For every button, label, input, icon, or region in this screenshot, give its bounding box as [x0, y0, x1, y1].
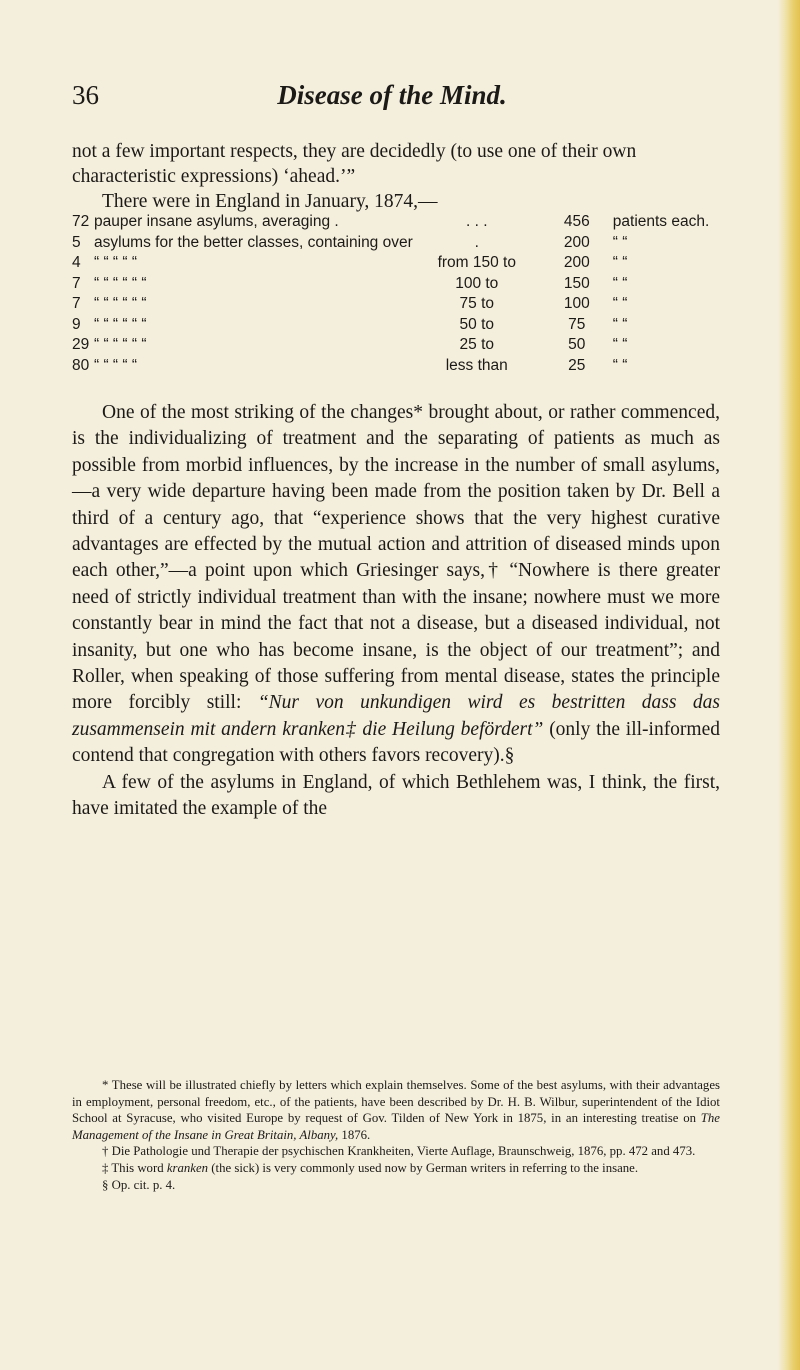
row-patients: 50 [568, 336, 586, 353]
row-unit: patients each. [612, 213, 710, 230]
paragraph [72, 400, 720, 770]
row-description: “ “ “ “ “ “ [94, 274, 147, 292]
body-text [72, 400, 720, 823]
footnote-text: (the sick) is very commonly used now by German writers in referring to the insane. [211, 1160, 639, 1175]
table-row [72, 294, 709, 315]
row-patients: 25 [568, 356, 586, 374]
german-quote: “Nur von unkundigen wird es bestritten dass das zusammensein mit andern kranken‡ die Heilung befördert” [72, 692, 720, 740]
intro-line-1: not a few important respects, they are decidedly (to use one of their own characteristic expressions) ‘ahead.’” [72, 141, 637, 187]
row-range: from 150 to [437, 254, 516, 271]
row-patients: 200 [563, 233, 590, 251]
footnote-text: 1876. [341, 1127, 371, 1142]
row-range: 25 to [459, 336, 494, 353]
row-range: less than [445, 356, 508, 374]
row-patients: 100 [563, 295, 590, 312]
row-unit: “ “ [612, 356, 628, 374]
row-range: . . . [465, 213, 488, 230]
row-description: “ “ “ “ “ “ [94, 315, 147, 333]
intro-text [72, 139, 720, 214]
table-row [72, 335, 709, 356]
row-description: “ “ “ “ “ [94, 254, 138, 271]
paragraph-text: (only the ill-informed contend that congregation with others favors recovery).§ [72, 718, 720, 767]
row-unit: “ “ [612, 233, 628, 251]
row-count: 9 [72, 315, 81, 333]
paragraph-text: One of the most striking of the changes* brought about, or rather commenced, is the individualizing of treatment and the separating of patients as much as possible from morbid influences, by the increase in the number of small asylums,—a very wide departure having been made from the position taken by Dr. Bell a third of a century ago, that “experience shows that the very highest curative advantages are effected by the mutual action and attrition of diseased minds upon each other,”—a point upon which Griesinger says,† “Nowhere is there greater need of strictly individual treatment than with the insane; nowhere must we more constantly bear in mind the fact that not a disease, but a diseased individual, not insanity, but one who has become insane, is the object of our treatment”; and Roller, when speaking of those suffering from mental disease, states the principle more forcibly still: [72, 402, 720, 714]
italic-word: kranken [166, 1160, 209, 1175]
footnote-text: * These will be illustrated chiefly by letters which explain themselves. Some of the best asylums, with their advantages in employment, personal freedom, etc., of the patients, have been described by Dr. H. B. Wilbur, superintendent of the Idiot School at Syracuse, who visited Europe by request of Gov. Tilden of New York in 1875, in an interesting treatise on [72, 1078, 720, 1126]
table-row [72, 212, 709, 233]
row-description: pauper insane asylums, averaging . [94, 213, 339, 230]
table-row [72, 315, 709, 336]
row-patients: 200 [563, 254, 590, 271]
footnote-section: § Op. cit. p. 4. [102, 1177, 176, 1192]
row-count: 29 [72, 336, 90, 353]
footnote-text: ‡ This word [102, 1160, 164, 1175]
row-count: 4 [72, 254, 81, 271]
row-patients: 75 [568, 315, 586, 333]
page-header [72, 80, 712, 120]
row-range: . [474, 233, 479, 251]
row-count: 5 [72, 233, 81, 251]
table-row [72, 253, 709, 274]
footnote-double-dagger [72, 1160, 720, 1177]
row-unit: “ “ [612, 315, 628, 333]
row-description: “ “ “ “ “ “ [94, 336, 147, 353]
table-row [72, 274, 709, 295]
row-description: “ “ “ “ “ “ [94, 295, 147, 312]
row-patients: 456 [563, 213, 590, 230]
row-unit: “ “ [612, 336, 628, 353]
footnote-dagger: † Die Pathologie und Therapie der psychischen Krankheiten, Vierte Auflage, Braunschweig, 1876, pp. 472 and 473. [102, 1144, 696, 1159]
table-row [72, 233, 709, 254]
page-edge [778, 0, 800, 1370]
row-range: 50 to [459, 315, 494, 333]
row-count: 7 [72, 295, 81, 312]
table-row [72, 356, 709, 377]
intro-line-2: There were in England in January, 1874,— [102, 191, 438, 212]
row-description: “ “ “ “ “ [94, 356, 138, 374]
row-range: 100 to [455, 274, 499, 292]
row-unit: “ “ [612, 295, 628, 312]
row-unit: “ “ [612, 254, 628, 271]
row-unit: “ “ [612, 274, 628, 292]
book-title: The Management of the Insane in Great Britain, Albany, [72, 1111, 720, 1142]
row-count: 7 [72, 274, 81, 292]
row-count: 80 [72, 356, 90, 374]
paragraph: A few of the asylums in England, of which Bethlehem was, I think, the first, have imitated the example of the [72, 771, 720, 820]
footnotes [72, 1077, 720, 1193]
row-range: 75 to [459, 295, 494, 312]
asylum-stats-table [72, 212, 709, 376]
running-title: Disease of the Mind. [277, 80, 507, 110]
row-count: 72 [72, 213, 90, 230]
page-number: 36 [72, 80, 99, 110]
row-patients: 150 [563, 274, 590, 292]
footnote-star [72, 1077, 720, 1143]
row-description: asylums for the better classes, containing over [94, 233, 413, 251]
